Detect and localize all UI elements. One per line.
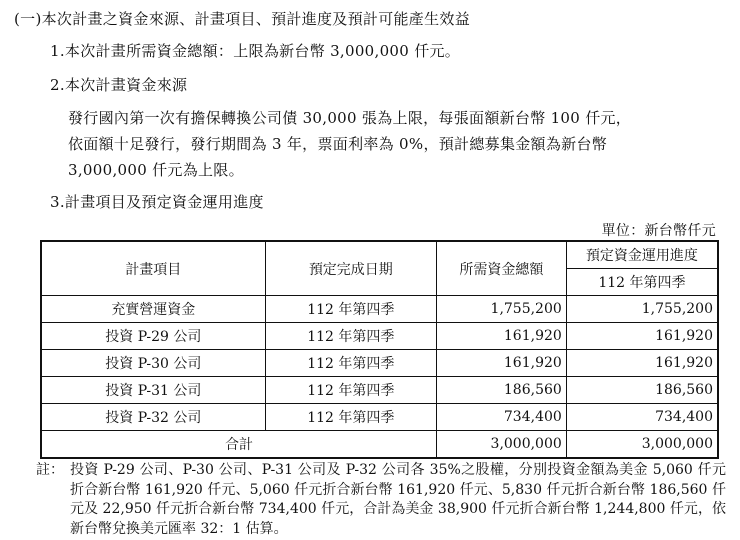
table-row xyxy=(41,296,718,323)
total-label: 合計 xyxy=(41,431,437,459)
cell-q: 186,560 xyxy=(566,377,718,404)
item-1: 1.本次計畫所需資金總額：上限為新台幣 3,000,000 仟元。 xyxy=(50,42,461,60)
cell-item: 投資 P-32 公司 xyxy=(41,404,265,431)
table-total-row xyxy=(41,431,718,459)
cell-total: 734,400 xyxy=(437,404,567,431)
cell-q: 734,400 xyxy=(566,404,718,431)
cell-item: 充實營運資金 xyxy=(41,296,265,323)
cell-total: 161,920 xyxy=(437,323,567,350)
header-progress-sub: 112 年第四季 xyxy=(566,269,718,296)
table-header-row xyxy=(41,241,718,269)
cell-total: 186,560 xyxy=(437,377,567,404)
table-row xyxy=(41,323,718,350)
cell-date: 112 年第四季 xyxy=(265,296,436,323)
cell-q: 161,920 xyxy=(566,350,718,377)
section-heading: (一)本次計畫之資金來源、計畫項目、預計進度及預計可能產生效益 xyxy=(14,10,471,28)
cell-q: 161,920 xyxy=(566,323,718,350)
item-2-line-3: 3,000,000 仟元為上限。 xyxy=(68,161,244,179)
unit-label: 單位：新台幣仟元 xyxy=(601,223,716,239)
header-progress: 預定資金運用進度 xyxy=(566,241,718,269)
cell-q: 1,755,200 xyxy=(566,296,718,323)
cell-date: 112 年第四季 xyxy=(265,377,436,404)
table-row xyxy=(41,404,718,431)
cell-date: 112 年第四季 xyxy=(265,404,436,431)
cell-date: 112 年第四季 xyxy=(265,350,436,377)
header-item: 計畫項目 xyxy=(41,241,265,296)
footnote-label: 註： xyxy=(36,462,64,478)
cell-item: 投資 P-29 公司 xyxy=(41,323,265,350)
item-2-line-1: 發行國內第一次有擔保轉換公司債 30,000 張為上限，每張面額新台幣 100 仟元， xyxy=(68,109,632,127)
item-3-title: 3.計畫項目及預定資金運用進度 xyxy=(50,193,264,211)
total-amount: 3,000,000 xyxy=(437,431,567,459)
cell-item: 投資 P-31 公司 xyxy=(41,377,265,404)
table-row xyxy=(41,350,718,377)
footnote xyxy=(36,461,726,539)
cell-total: 161,920 xyxy=(437,350,567,377)
table-row xyxy=(41,377,718,404)
header-total: 所需資金總額 xyxy=(437,241,567,296)
footnote-text: 投資 P-29 公司、P-30 公司、P-31 公司及 P-32 公司各 35%之股權，分別投資金額為美金 5,060 仟元折合新台幣 161,920 仟元、5,060 仟元折合新台幣 161,920 仟元、5,830 仟元折合新台幣 186,560 仟元及 22,950 仟元折合新台幣 734,400 仟元，合計為美金 38,900 仟元折合新台幣 1,244,800 仟元，依新台幣兌換美元匯率 32：1 估算。 xyxy=(70,462,726,537)
item-2-line-2: 依面額十足發行，發行期間為 3 年，票面利率為 0%，預計總募集金額為新台幣 xyxy=(68,135,608,153)
cell-date: 112 年第四季 xyxy=(265,323,436,350)
item-2-title: 2.本次計畫資金來源 xyxy=(50,76,188,94)
cell-total: 1,755,200 xyxy=(437,296,567,323)
total-q: 3,000,000 xyxy=(566,431,718,459)
fund-plan-table xyxy=(40,240,719,459)
cell-item: 投資 P-30 公司 xyxy=(41,350,265,377)
header-date: 預定完成日期 xyxy=(265,241,436,296)
